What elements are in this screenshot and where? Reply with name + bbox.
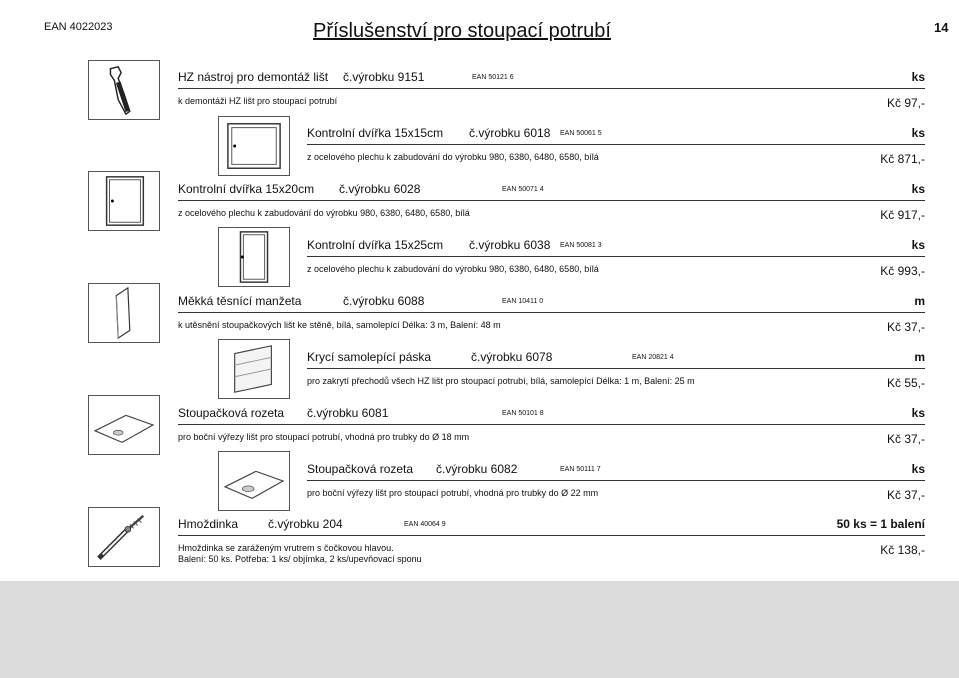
product-image xyxy=(88,507,160,567)
product-description: pro boční výřezy lišt pro stoupací potrubí, vhodná pro trubky do Ø 22 mm xyxy=(307,488,599,498)
product-code: č.výrobku 6081 xyxy=(307,406,389,420)
product-price: Kč 37,- xyxy=(886,320,925,334)
header-ean: EAN 4022023 xyxy=(44,21,113,33)
tool-icon xyxy=(89,61,159,119)
divider xyxy=(307,144,925,145)
product-name: Kontrolní dvířka 15x25cm xyxy=(307,238,444,252)
product-price: Kč 871,- xyxy=(880,152,925,166)
rosette-icon xyxy=(219,452,289,510)
divider xyxy=(307,480,925,481)
tape-icon xyxy=(219,340,289,398)
product-ean: EAN 50071 4 xyxy=(502,186,544,193)
product-name: Kontrolní dvířka 15x20cm xyxy=(178,182,315,196)
product-image xyxy=(88,171,160,231)
divider xyxy=(178,424,925,425)
divider xyxy=(307,256,925,257)
product-unit: 50 ks = 1 balení xyxy=(836,517,925,531)
product-code: č.výrobku 204 xyxy=(268,517,343,531)
product-description: pro boční výřezy lišt pro stoupací potrubí, vhodná pro trubky do Ø 18 mm xyxy=(178,432,470,442)
product-unit: ks xyxy=(911,406,925,420)
product-image xyxy=(218,451,290,511)
door-tall-icon xyxy=(219,228,289,286)
product-ean: EAN 40064 9 xyxy=(404,521,446,528)
product-name: Měkká těsnící manžeta xyxy=(178,294,302,308)
product-ean: EAN 50121 6 xyxy=(472,74,514,81)
product-price: Kč 138,- xyxy=(880,543,925,557)
product-unit: m xyxy=(914,350,925,364)
product-description: z ocelového plechu k zabudování do výrobku 980, 6380, 6480, 6580, bílá xyxy=(178,208,470,218)
product-price: Kč 917,- xyxy=(880,208,925,222)
product-name: Kontrolní dvířka 15x15cm xyxy=(307,126,444,140)
product-unit: ks xyxy=(911,462,925,476)
product-price: Kč 97,- xyxy=(886,96,925,110)
product-image xyxy=(88,395,160,455)
product-description-2: Balení: 50 ks. Potřeba: 1 ks/ objímka, 2 ks/upevňovací sponu xyxy=(178,554,422,564)
product-ean: EAN 20821 4 xyxy=(632,354,674,361)
rosette-icon xyxy=(89,396,159,454)
product-code: č.výrobku 6078 xyxy=(471,350,553,364)
footer-band xyxy=(0,581,959,678)
product-image xyxy=(88,283,160,343)
product-description: z ocelového plechu k zabudování do výrobku 980, 6380, 6480, 6580, bílá xyxy=(307,264,599,274)
product-code: č.výrobku 6028 xyxy=(339,182,421,196)
page-number: 14 xyxy=(934,20,949,35)
product-description: k demontáži HZ lišt pro stoupací potrubí xyxy=(178,96,338,106)
product-code: č.výrobku 6082 xyxy=(436,462,518,476)
product-code: č.výrobku 6088 xyxy=(343,294,425,308)
product-name: Hmoždinka xyxy=(178,517,239,531)
product-image xyxy=(218,227,290,287)
product-image xyxy=(88,60,160,120)
product-ean: EAN 50101 8 xyxy=(502,410,544,417)
seal-strip-icon xyxy=(89,284,159,342)
page-title: Příslušenství pro stoupací potrubí xyxy=(313,20,611,42)
product-unit: ks xyxy=(911,238,925,252)
product-unit: ks xyxy=(911,182,925,196)
product-ean: EAN 10411 0 xyxy=(502,298,544,305)
divider xyxy=(178,535,925,536)
product-unit: ks xyxy=(911,126,925,140)
divider xyxy=(178,200,925,201)
divider xyxy=(178,312,925,313)
divider xyxy=(307,368,925,369)
product-unit: m xyxy=(914,294,925,308)
product-description: pro zakrytí přechodů všech HZ lišt pro stoupací potrubí, bílá, samolepící Délka: 1 m, Balení: 25 m xyxy=(307,376,695,386)
product-price: Kč 55,- xyxy=(886,376,925,390)
product-price: Kč 37,- xyxy=(886,432,925,446)
product-code: č.výrobku 9151 xyxy=(343,70,425,84)
product-price: Kč 37,- xyxy=(886,488,925,502)
divider xyxy=(178,88,925,89)
product-image xyxy=(218,339,290,399)
product-price: Kč 993,- xyxy=(880,264,925,278)
product-ean: EAN 50081 3 xyxy=(560,242,602,249)
product-name: Krycí samolepící páska xyxy=(307,350,432,364)
product-name: Stoupačková rozeta xyxy=(307,462,414,476)
product-code: č.výrobku 6038 xyxy=(469,238,551,252)
product-unit: ks xyxy=(911,70,925,84)
product-description: k utěsnění stoupačkových lišt ke stěně, bílá, samolepící Délka: 3 m, Balení: 48 m xyxy=(178,320,501,330)
door-rect-icon xyxy=(89,172,159,230)
product-ean: EAN 50061 5 xyxy=(560,130,602,137)
product-image xyxy=(218,116,290,176)
product-description: Hmoždinka se zaráženým vrutrem s čočkovou hlavou. xyxy=(178,543,394,553)
door-square-icon xyxy=(219,117,289,175)
product-code: č.výrobku 6018 xyxy=(469,126,551,140)
product-name: Stoupačková rozeta xyxy=(178,406,285,420)
product-name: HZ nástroj pro demontáž lišt xyxy=(178,70,329,84)
anchor-icon xyxy=(89,508,159,566)
product-description: z ocelového plechu k zabudování do výrobku 980, 6380, 6480, 6580, bílá xyxy=(307,152,599,162)
product-ean: EAN 50111 7 xyxy=(560,466,601,473)
